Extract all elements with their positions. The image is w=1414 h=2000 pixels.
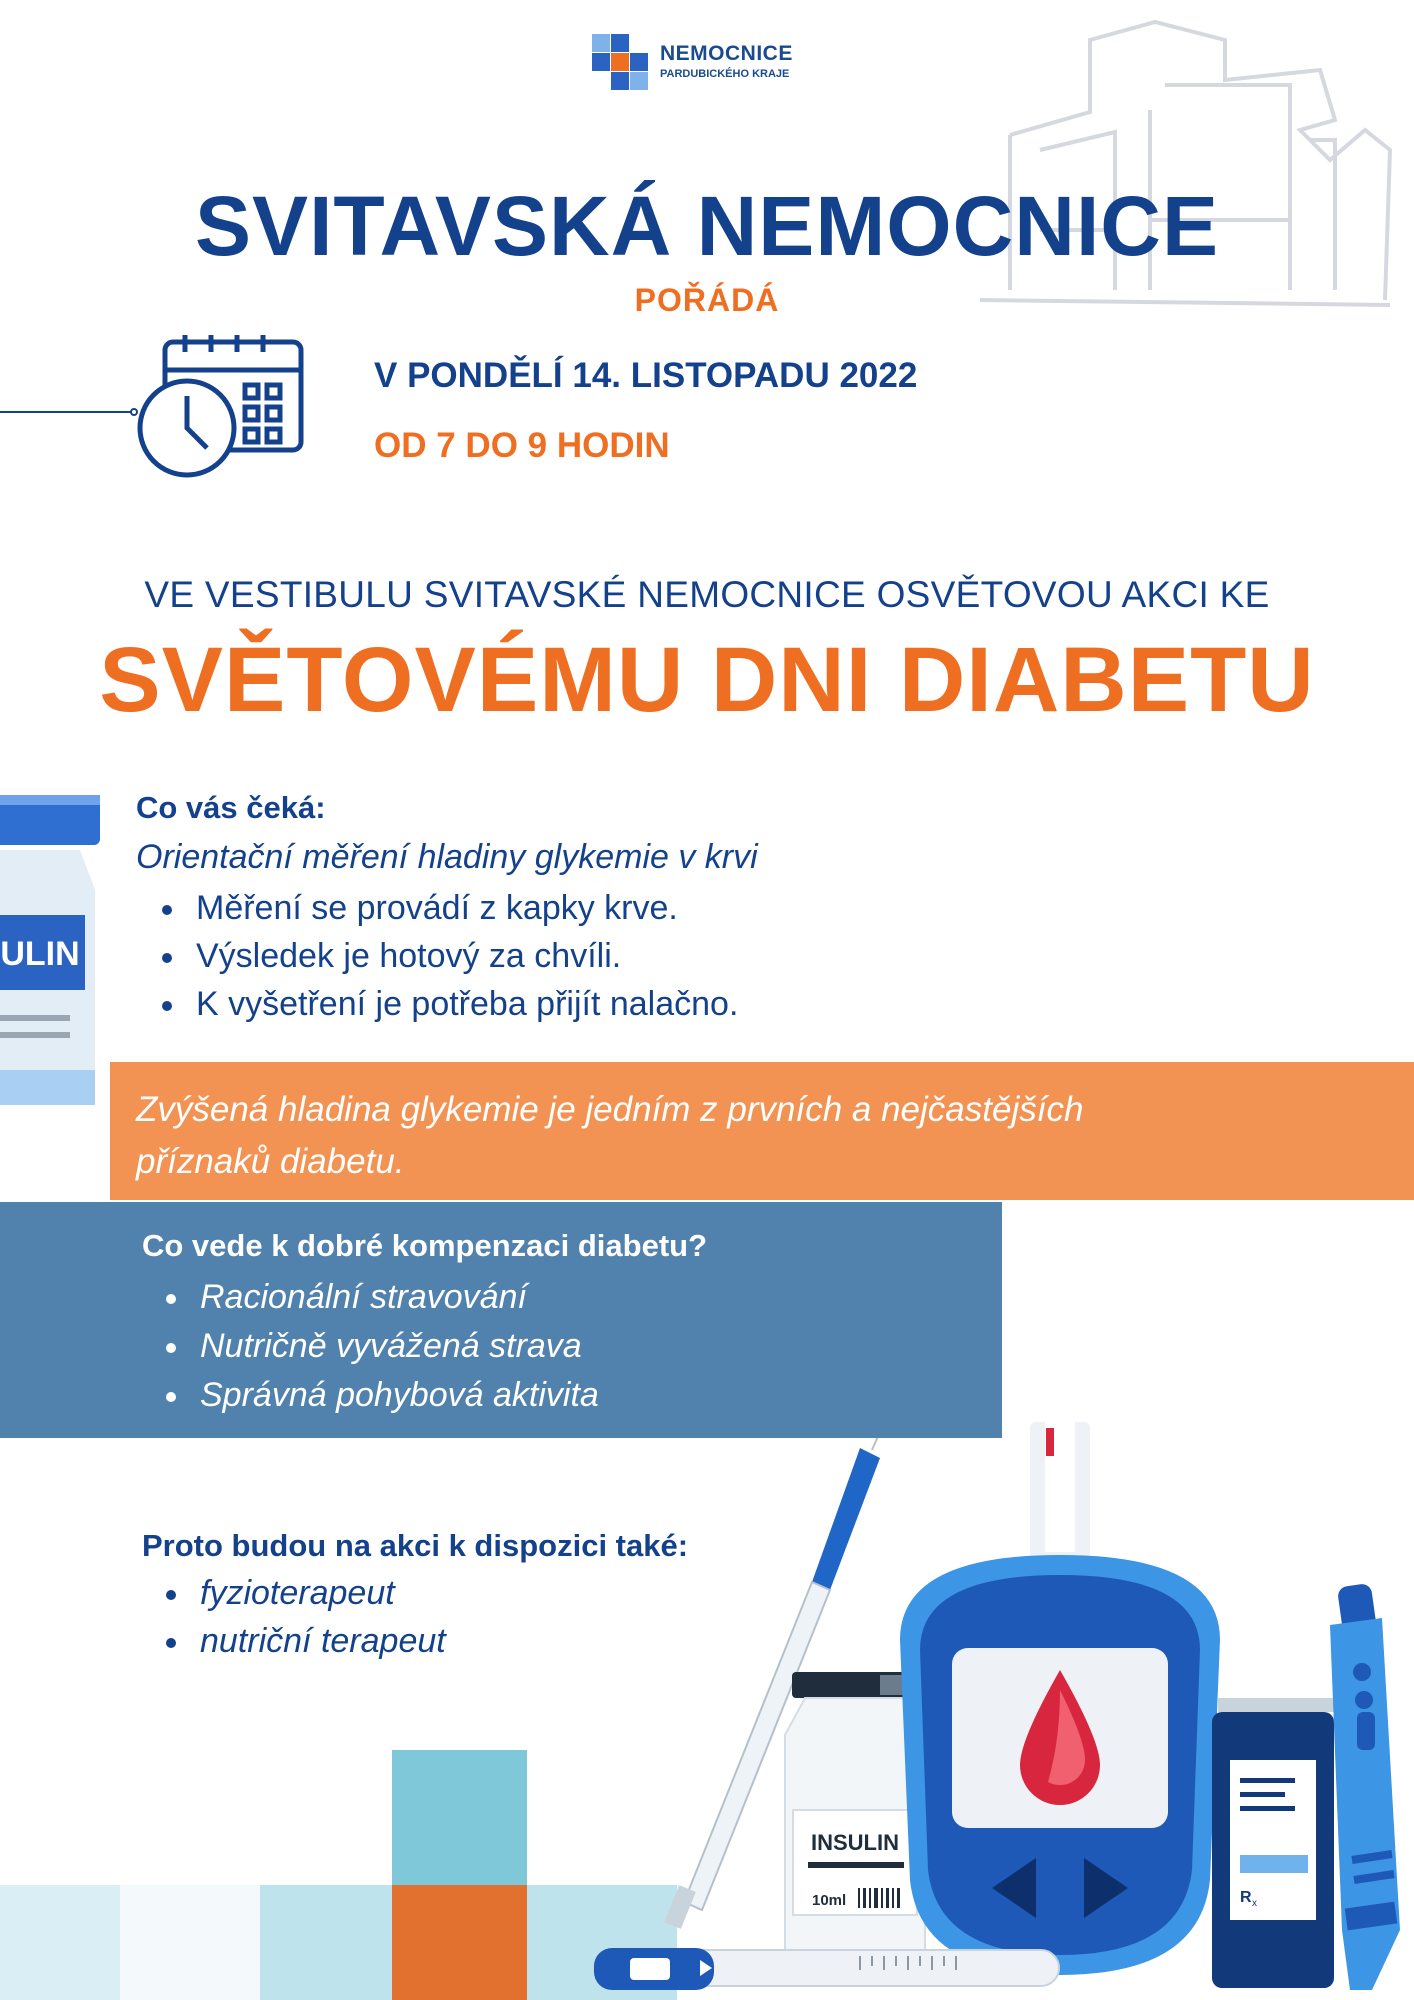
compensation-band bbox=[0, 1202, 1002, 1438]
insulin-pen-right-icon bbox=[1330, 1583, 1400, 1990]
section3-list bbox=[156, 1570, 446, 1666]
bottom-color-blocks bbox=[0, 1750, 677, 2000]
glucose-meter-icon bbox=[900, 1422, 1220, 1975]
section1-subtitle: Orientační měření hladiny glykemie v krvi bbox=[136, 838, 758, 876]
list-item: Měření se provádí z kapky krve. bbox=[152, 886, 738, 934]
list-item: K vyšetření je potřeba přijít nalačno. bbox=[152, 982, 738, 1030]
section1-title: Co vás čeká: bbox=[136, 790, 326, 825]
rx-sub: x bbox=[1252, 1898, 1257, 1909]
list-item: Výsledek je hotový za chvíli. bbox=[152, 934, 738, 982]
hospital-logo bbox=[592, 34, 832, 90]
event-headline: SVĚTOVÉMU DNI DIABETU bbox=[99, 629, 1315, 731]
section2-list bbox=[156, 1274, 599, 1421]
highlight-text bbox=[136, 1084, 1336, 1188]
insulin-pen-icon bbox=[594, 1948, 1059, 1990]
section3-title: Proto budou na akci k dispozici také: bbox=[142, 1528, 689, 1563]
intro-line: VE VESTIBULU SVITAVSKÉ NEMOCNICE OSVĚTOVOU AKCI KE bbox=[144, 574, 1270, 615]
prescription-bottle-icon bbox=[1212, 1698, 1344, 1988]
event-date: V PONDĚLÍ 14. LISTOPADU 2022 bbox=[374, 356, 918, 395]
list-item: nutriční terapeut bbox=[156, 1618, 446, 1666]
page-title: SVITAVSKÁ NEMOCNICE bbox=[195, 179, 1219, 273]
cross-logo-icon bbox=[592, 34, 650, 90]
list-item: Racionální stravování bbox=[156, 1274, 599, 1323]
vial-label: ULIN bbox=[0, 935, 80, 973]
logo-name: NEMOCNICE bbox=[660, 42, 793, 65]
highlight-band bbox=[110, 1062, 1414, 1200]
section1-list bbox=[152, 886, 738, 1030]
highlight-line: Zvýšená hladina glykemie je jedním z prvních a nejčastějších bbox=[136, 1090, 1084, 1129]
logo-region: PARDUBICKÉHO KRAJE bbox=[660, 68, 790, 80]
highlight-line: příznaků diabetu. bbox=[136, 1142, 405, 1181]
list-item: Správná pohybová aktivita bbox=[156, 1372, 599, 1421]
page-subtitle: POŘÁDÁ bbox=[634, 282, 780, 318]
bottle-volume: 10ml bbox=[812, 1892, 847, 1909]
insulin-vial-icon bbox=[0, 795, 100, 1105]
bottle-label: INSULIN bbox=[811, 1830, 899, 1855]
calendar-clock-icon bbox=[140, 335, 301, 475]
list-item: fyzioterapeut bbox=[156, 1570, 446, 1618]
event-time: OD 7 DO 9 HODIN bbox=[374, 426, 670, 465]
section2-title: Co vede k dobré kompenzaci diabetu? bbox=[142, 1228, 708, 1263]
list-item: Nutričně vyvážená strava bbox=[156, 1323, 599, 1372]
rx-label: R bbox=[1240, 1889, 1252, 1906]
